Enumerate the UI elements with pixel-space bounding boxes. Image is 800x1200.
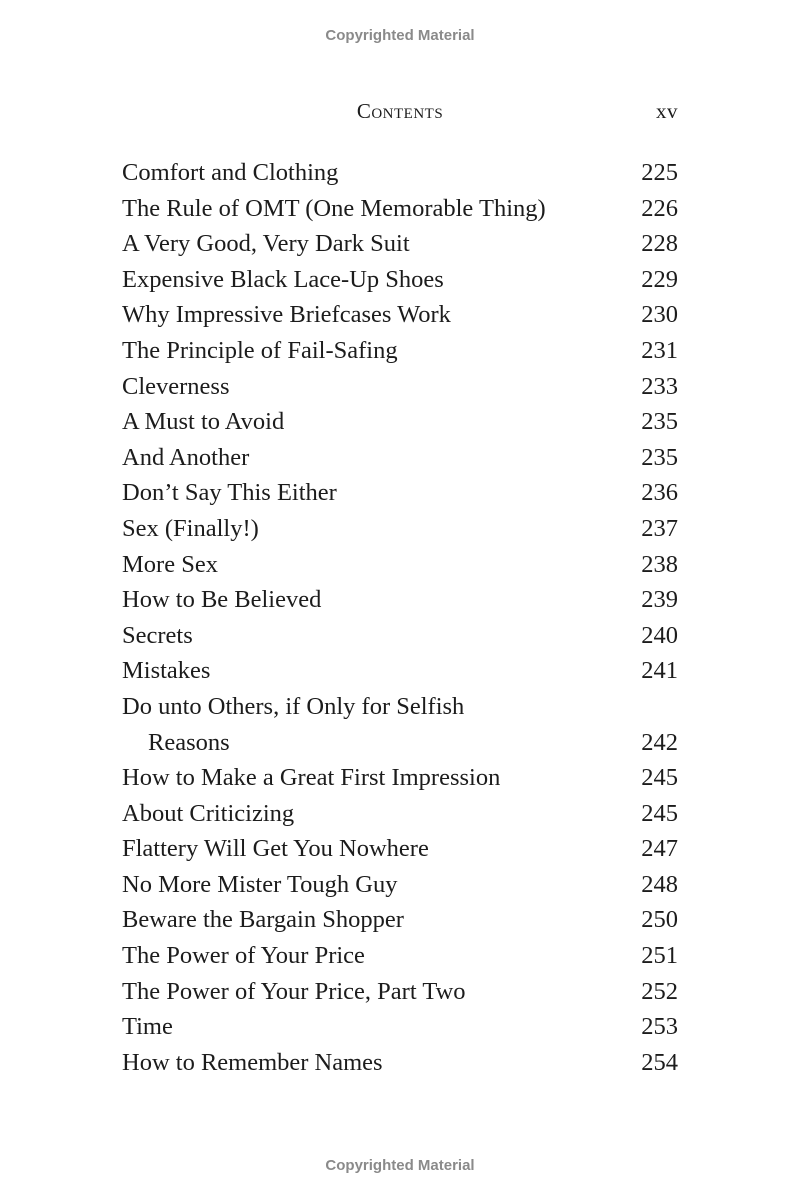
toc-entry-title: A Very Good, Very Dark Suit: [122, 230, 410, 258]
toc-entry: [122, 902, 678, 938]
toc-entry: [122, 974, 678, 1010]
toc-entry-page: 225: [641, 159, 678, 186]
toc-entry-title: Expensive Black Lace-Up Shoes: [122, 265, 444, 293]
toc-entry-page: 252: [641, 977, 678, 1005]
toc-entry-title: Comfort and Clothing: [122, 159, 339, 186]
toc-entry-title: [122, 689, 618, 760]
toc-entry-title: The Principle of Fail-Safing: [122, 336, 398, 364]
toc-entry-page: 240: [641, 621, 678, 649]
toc-entry-page: 247: [641, 835, 678, 863]
toc-entry-page: 239: [641, 586, 678, 614]
toc-entry-title: Time: [122, 1013, 173, 1041]
toc-entry-title: Secrets: [122, 621, 193, 649]
toc-entry-page: 238: [641, 550, 678, 578]
toc-entry: [122, 1009, 678, 1045]
toc-entry: [122, 440, 678, 476]
toc-entry: [122, 511, 678, 547]
toc-entry-page: 237: [641, 514, 678, 542]
toc-entry-page: 250: [641, 906, 678, 934]
toc-entry-title: More Sex: [122, 550, 218, 578]
toc-entry-page: 241: [641, 657, 678, 685]
toc-entry-title-continuation: Reasons: [148, 728, 230, 756]
toc-entry-page: 233: [641, 372, 678, 400]
toc-entry: [122, 404, 678, 440]
toc-entry: [122, 689, 678, 760]
toc-entry: [122, 333, 678, 369]
toc-entry-page: 242: [641, 728, 678, 756]
toc-entry-page: 230: [641, 301, 678, 329]
toc-entry-title: And Another: [122, 443, 250, 471]
toc-entry-title: How to Make a Great First Impression: [122, 764, 501, 792]
toc-entry-title: Sex (Finally!): [122, 514, 259, 542]
toc-entry: [122, 369, 678, 405]
toc-entry-page: 245: [641, 764, 678, 792]
toc-entry: [122, 226, 678, 262]
toc-entry-title: Mistakes: [122, 657, 211, 685]
copyright-watermark-bottom: Copyrighted Material: [325, 1157, 475, 1174]
toc-entry-page: 235: [641, 443, 678, 471]
toc-entry-title: Don’t Say This Either: [122, 479, 337, 507]
toc-entry-page: 228: [641, 230, 678, 258]
toc-entry-title: The Power of Your Price: [122, 942, 365, 970]
toc-entry-title-line: Do unto Others, if Only for Selfish: [122, 692, 465, 720]
toc-entry: [122, 191, 678, 227]
toc-entry: [122, 831, 678, 867]
toc-entry: [122, 938, 678, 974]
toc-entry-title: Flattery Will Get You Nowhere: [122, 835, 429, 863]
toc-entry-page: 236: [641, 479, 678, 507]
toc-entry: [122, 796, 678, 832]
toc-entry-page: 245: [641, 799, 678, 827]
toc-entry: [122, 262, 678, 298]
toc-entry-title: No More Mister Tough Guy: [122, 870, 398, 898]
folio-page-number: xv: [656, 99, 678, 123]
toc-entry-page: 235: [641, 408, 678, 436]
toc-entry: [122, 475, 678, 511]
toc-entry-page: 248: [641, 870, 678, 898]
running-head: [0, 99, 800, 127]
toc-entry-page: 254: [641, 1048, 678, 1076]
toc-entry: [122, 1045, 678, 1081]
toc-entry-title: How to Be Believed: [122, 586, 322, 614]
toc-entry-title: Cleverness: [122, 372, 230, 400]
toc-entry-title: Beware the Bargain Shopper: [122, 906, 404, 934]
toc-entry-title: About Criticizing: [122, 799, 295, 827]
running-title: Contents: [356, 99, 444, 123]
toc-entry: [122, 582, 678, 618]
toc-entry-title: Why Impressive Briefcases Work: [122, 301, 451, 329]
toc-entry-title: The Power of Your Price, Part Two: [122, 977, 466, 1005]
toc-entry: [122, 618, 678, 654]
toc-entry-page: 231: [641, 336, 678, 364]
toc-entry: [122, 760, 678, 796]
toc-entry-page: 251: [641, 942, 678, 970]
toc-entry-page: 226: [641, 194, 678, 222]
toc-entry-title: The Rule of OMT (One Memorable Thing): [122, 194, 546, 222]
toc-entry-page: 229: [641, 265, 678, 293]
table-of-contents: [122, 155, 678, 1080]
toc-entry-title: How to Remember Names: [122, 1048, 383, 1076]
toc-entry: [122, 653, 678, 689]
toc-entry: [122, 155, 678, 191]
copyright-watermark-top: Copyrighted Material: [325, 27, 475, 44]
toc-entry: [122, 867, 678, 903]
toc-entry-title: A Must to Avoid: [122, 408, 285, 436]
toc-entry: [122, 547, 678, 583]
toc-entry-page: 253: [641, 1013, 678, 1041]
toc-entry: [122, 297, 678, 333]
